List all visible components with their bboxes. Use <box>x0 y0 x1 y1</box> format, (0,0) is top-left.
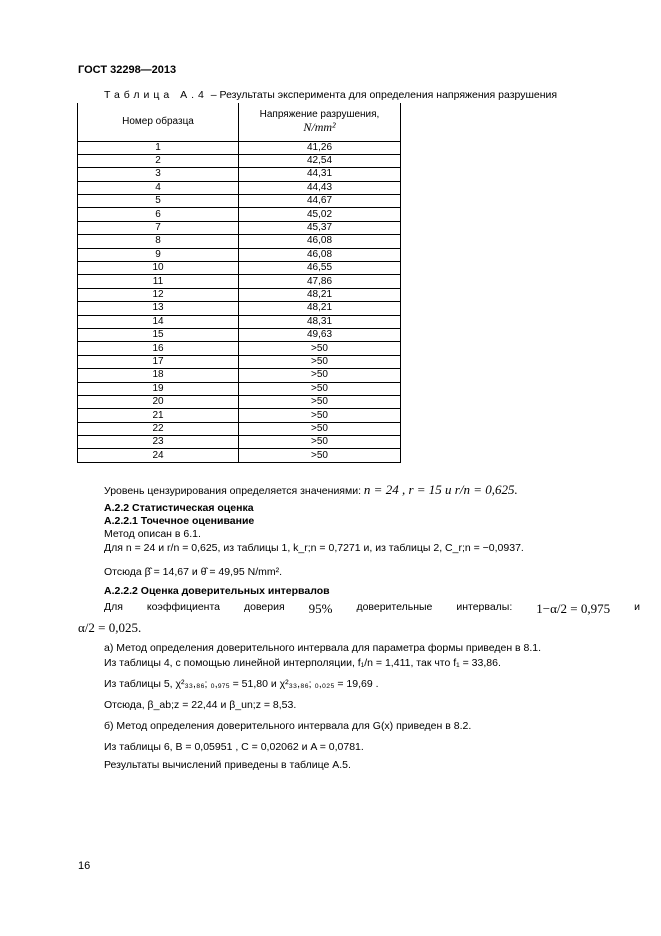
stress-value-cell: >50 <box>239 382 401 395</box>
table-row <box>78 409 401 422</box>
stress-value-cell: 42,54 <box>239 154 401 167</box>
method-text: Метод описан в 6.1. <box>104 528 201 540</box>
sample-number-cell: 22 <box>78 422 239 435</box>
cl-word-5: интервалы: <box>456 601 513 613</box>
table-row <box>78 449 401 462</box>
stress-value-cell: >50 <box>239 355 401 368</box>
section-heading-2-2: А.2.2 Статистическая оценка <box>104 502 254 514</box>
column-header-stress <box>239 103 401 141</box>
table-row <box>78 382 401 395</box>
results-text: Результаты вычислений приведены в таблице А.5. <box>104 759 351 771</box>
table-row <box>78 141 401 154</box>
table-row <box>78 422 401 435</box>
sample-number-cell: 23 <box>78 436 239 449</box>
sample-number-cell: 15 <box>78 328 239 341</box>
sample-number-cell: 7 <box>78 221 239 234</box>
cl-percent: 95% <box>308 601 333 616</box>
sample-number-cell: 6 <box>78 208 239 221</box>
cl-word-4: доверительные <box>356 601 433 613</box>
page-number: 16 <box>78 860 91 872</box>
column-header-sample: Номер образца <box>78 103 239 141</box>
stress-value-cell: >50 <box>239 342 401 355</box>
sample-number-cell: 20 <box>78 395 239 408</box>
sample-number-cell: 13 <box>78 302 239 315</box>
sample-number-cell: 24 <box>78 449 239 462</box>
censoring-label: Уровень цензурирования определяется значениями: <box>104 485 361 497</box>
sample-number-cell: 2 <box>78 154 239 167</box>
table-row <box>78 235 401 248</box>
table-row <box>78 288 401 301</box>
table-row <box>78 262 401 275</box>
table-row <box>78 195 401 208</box>
table-row <box>78 315 401 328</box>
sample-number-cell: 16 <box>78 342 239 355</box>
stress-value-cell: >50 <box>239 409 401 422</box>
cl-word-2: коэффициента <box>146 601 221 613</box>
sample-number-cell: 8 <box>78 235 239 248</box>
table-row <box>78 395 401 408</box>
interpolation-text: Из таблицы 4, с помощью линейной интерполяции, f₁/n = 1,411, так что f₁ = 33,86. <box>104 657 501 669</box>
table-row <box>78 436 401 449</box>
stress-value-cell: 44,67 <box>239 195 401 208</box>
table-row <box>78 355 401 368</box>
sample-number-cell: 14 <box>78 315 239 328</box>
table-body <box>78 141 401 462</box>
sample-number-cell: 10 <box>78 262 239 275</box>
censoring-values: n = 24 , r = 15 и r/n = 0,625. <box>363 482 518 497</box>
alpha-half: α/2 = 0,025. <box>78 620 142 635</box>
column-header-stress-label: Напряжение разрушения, <box>259 108 380 120</box>
beta-bounds-text: Отсюда, β_ab;z = 22,44 и β_un;z = 8,53. <box>104 699 297 711</box>
stress-value-cell: >50 <box>239 369 401 382</box>
table-row <box>78 302 401 315</box>
stress-value-cell: >50 <box>239 395 401 408</box>
sample-number-cell: 9 <box>78 248 239 261</box>
table-row <box>78 342 401 355</box>
stress-value-cell: 45,02 <box>239 208 401 221</box>
stress-value-cell: 44,43 <box>239 181 401 194</box>
sample-number-cell: 5 <box>78 195 239 208</box>
document-header: ГОСТ 32298—2013 <box>78 64 177 76</box>
section-heading-2-2-2: А.2.2.2 Оценка доверительных интервалов <box>104 585 330 597</box>
table-row <box>78 275 401 288</box>
coefficients-text: Для n = 24 и r/n = 0,625, из таблицы 1, k_r;n = 0,7271 и, из таблицы 2, C_r;n = −0,0937. <box>104 542 524 554</box>
table6-text: Из таблицы 6, B = 0,05951 , C = 0,02062 и A = 0,0781. <box>104 741 364 753</box>
cl-word-6: и <box>634 601 640 613</box>
table-caption-text: – Результаты эксперимента для определения напряжения разрушения <box>207 89 558 101</box>
stress-value-cell: >50 <box>239 422 401 435</box>
cl-word-3: доверия <box>243 601 285 613</box>
stress-value-cell: 46,08 <box>239 235 401 248</box>
estimates-text: Отсюда β̂ = 14,67 и θ̂ = 49,95 N/mm². <box>104 566 283 578</box>
table-caption <box>104 89 557 101</box>
sample-number-cell: 4 <box>78 181 239 194</box>
sample-number-cell: 11 <box>78 275 239 288</box>
stress-value-cell: 41,26 <box>239 141 401 154</box>
stress-value-cell: >50 <box>239 436 401 449</box>
sample-number-cell: 18 <box>78 369 239 382</box>
stress-value-cell: 48,21 <box>239 302 401 315</box>
stress-value-cell: 45,37 <box>239 221 401 234</box>
sample-number-cell: 1 <box>78 141 239 154</box>
stress-value-cell: 49,63 <box>239 328 401 341</box>
stress-value-cell: 47,86 <box>239 275 401 288</box>
confidence-line <box>104 601 640 617</box>
censoring-text <box>104 482 518 498</box>
table-row <box>78 168 401 181</box>
cl-word-1: Для <box>104 601 123 613</box>
stress-value-cell: 46,55 <box>239 262 401 275</box>
stress-value-cell: 46,08 <box>239 248 401 261</box>
stress-value-cell: 48,21 <box>239 288 401 301</box>
table-row <box>78 221 401 234</box>
table-caption-prefix: Таблица А.4 <box>104 89 208 101</box>
table-row <box>78 154 401 167</box>
table-row <box>78 208 401 221</box>
chi-square-text: Из таблицы 5, χ²₃₃,₈₆; ₀,₉₇₅ = 51,80 и χ²₃₃,₈₆; ₀,₀₂₅ = 19,69 . <box>104 678 379 690</box>
stress-value-cell: 44,31 <box>239 168 401 181</box>
sample-number-cell: 17 <box>78 355 239 368</box>
sample-number-cell: 21 <box>78 409 239 422</box>
item-a: а) Метод определения доверительного интервала для параметра формы приведен в 8.1. <box>104 642 542 654</box>
sample-number-cell: 19 <box>78 382 239 395</box>
table-row <box>78 369 401 382</box>
section-heading-2-2-1: А.2.2.1 Точечное оценивание <box>104 515 255 527</box>
table-row <box>78 248 401 261</box>
column-header-stress-unit: N/mm² <box>303 119 336 134</box>
table-row <box>78 328 401 341</box>
sample-number-cell: 12 <box>78 288 239 301</box>
table-row <box>78 181 401 194</box>
results-table <box>77 103 401 463</box>
sample-number-cell: 3 <box>78 168 239 181</box>
stress-value-cell: 48,31 <box>239 315 401 328</box>
cl-formula: 1−α/2 = 0,975 <box>536 601 611 616</box>
item-b: б) Метод определения доверительного интервала для G(x) приведен в 8.2. <box>104 720 472 732</box>
stress-value-cell: >50 <box>239 449 401 462</box>
